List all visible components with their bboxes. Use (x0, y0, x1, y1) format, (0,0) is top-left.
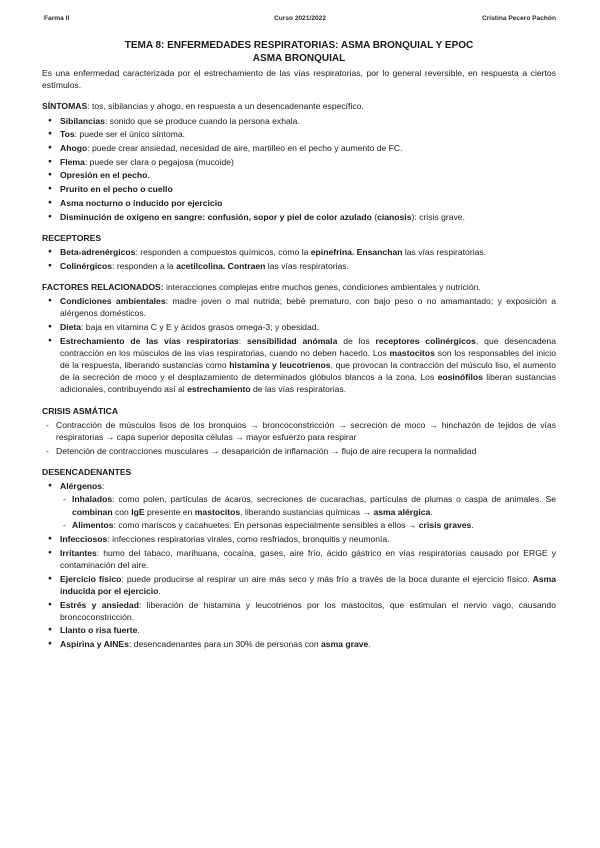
item-text: : madre joven o mal nutrida; bebé prematuro, con bajo peso o no amamantado; y exposición a alérgenos domésticos. (60, 296, 556, 319)
sintomas-list (42, 115, 556, 223)
list-item (42, 211, 556, 223)
crisis-heading: CRISIS ASMÁTICA (42, 405, 119, 416)
section-crisis (42, 405, 556, 457)
factores-desc: interacciones complejas entre muchos genes, condiciones ambientales y nutrición. (163, 281, 481, 292)
item-term: estrechamiento (187, 384, 251, 395)
item-term: Prurito en el pecho o cuello (60, 184, 173, 195)
factores-heading-line (42, 281, 556, 293)
item-text: ( (371, 211, 378, 222)
item-term: combinan (72, 506, 113, 517)
item-term: Irritantes (60, 547, 97, 558)
section-factores (42, 281, 556, 396)
item-term: mastocitos (194, 506, 241, 517)
item-text: , liberando sustancias químicas → (240, 506, 374, 517)
item-text: de los (337, 335, 376, 346)
item-term: Estrés y ansiedad (60, 599, 139, 610)
item-text: : desencadenantes para un 30% de personas con (128, 639, 322, 650)
list-item (42, 128, 556, 140)
factores-list (42, 295, 556, 396)
document-body (42, 40, 556, 652)
item-term: Disminución de oxígeno en sangre: (60, 211, 206, 222)
document-title (42, 40, 556, 65)
item-term: confusión, sopor y piel de color azulado (207, 211, 372, 222)
item-term: Flema (60, 156, 85, 167)
receptores-heading: RECEPTORES (42, 232, 102, 243)
item-text: : responden a la (112, 260, 177, 271)
item-text: liberan sustancias adicionales, contribuyendo así al (60, 372, 557, 395)
sintomas-heading: SÍNTOMAS (42, 101, 88, 112)
item-term: cianosis (377, 211, 412, 222)
list-item: ● Alérgenos: - Inhalados: como polen, partículas de ácaros, secreciones de cucarachas, partículas de plumas o caspa de animales. Se combinan con IgE presente en mastocitos, liberando sustancias químicas → asma alérgica. - Alimentos: como mariscos y cacahuetes. En personas especialmente sensibles a ellos → crisis graves. (42, 480, 556, 531)
item-text: : responden a compuestos químicos, como la (135, 246, 311, 257)
item-text: las vías respiratorias. (265, 260, 349, 271)
item-term: sensibilidad anómala (246, 335, 338, 346)
item-term: histamina y leucotrienos (229, 360, 331, 371)
item-term: Llanto o risa fuerte (60, 625, 138, 636)
item-text: : puede producirse al respirar un aire más seco y más frío a través de la boca durante el ejercicio físico. (121, 573, 533, 584)
item-text: : como polen, partículas de ácaros, secreciones de cucarachas, partículas de plumas o caspa de animales. Se (112, 494, 556, 505)
item-term: Dieta (60, 321, 82, 332)
item-term: Asma inducida por el ejercicio (60, 573, 556, 596)
item-term: Condiciones ambientales (60, 296, 166, 307)
item-text: : como mariscos y cacahuetes. En personas especialmente sensibles a ellos → (113, 520, 419, 531)
item-text: . (430, 506, 433, 517)
list-item: - Contracción de músculos lisos de los bronquios → broncoconstricción → secreción de moco → hinchazón de tejidos de vías respiratorias → capa superior deposita células → mayor esfuerzo para respirar (42, 419, 556, 443)
item-term: IgE (131, 506, 145, 517)
item-text: de las vías respiratorias. (250, 384, 347, 395)
list-item (42, 169, 556, 181)
list-item (42, 624, 556, 636)
item-text: : (238, 335, 247, 346)
item-text: presente en (144, 506, 195, 517)
section-receptores (42, 232, 556, 272)
item-term: receptores colinérgicos (375, 335, 476, 346)
desencadenantes-list (42, 480, 556, 650)
list-item (42, 573, 556, 597)
item-term: Tos (60, 129, 75, 140)
item-term: Asma nocturno o inducido por ejercicio (60, 197, 223, 208)
list-item (42, 547, 556, 571)
desencadenantes-heading: DESENCADENANTES (42, 466, 132, 477)
item-term: Sibilancias (60, 115, 105, 126)
alergenos-sublist (60, 493, 556, 531)
intro-paragraph: Es una enfermedad caracterizada por el estrechamiento de las vías respiratorias, por lo general reversible, en respuesta a ciertos estímulos. (42, 68, 556, 91)
item-text: son los responsables del inicio de la respuesta, liberando sustancias como (60, 347, 557, 371)
list-item (42, 183, 556, 195)
item-text: : puede ser el único síntoma. (74, 129, 185, 140)
item-term: mastocitos (389, 347, 435, 358)
list-item (42, 156, 556, 168)
item-text: . (158, 585, 161, 596)
item-text: ): crisis grave. (411, 211, 465, 222)
item-term: Aspirina y AINEs (60, 639, 129, 650)
item-term: epinefrina. Ensanchan (310, 246, 403, 257)
section-desencadenantes (42, 466, 556, 650)
item-text: . (368, 639, 371, 650)
item-text: : humo del tabaco, marihuana, cocaína, gases, aire frío, ácido gástrico en vías respiratorias causado por ERGE y contaminación del aire. (60, 547, 556, 570)
item-term: asma alérgica (373, 506, 431, 517)
list-item: - Detención de contracciones musculares → desaparición de inflamación → flujo de aire recupera la normalidad (42, 445, 556, 457)
list-item (42, 246, 556, 258)
item-text: : puede ser clara o pegajosa (mucoide) (84, 156, 234, 167)
item-term: Alérgenos (60, 481, 103, 492)
list-item (42, 321, 556, 333)
item-term: crisis graves (418, 520, 472, 531)
list-item (42, 142, 556, 154)
crisis-list (42, 419, 556, 457)
item-text: : sonido que se produce cuando la persona exhala. (104, 115, 300, 126)
header-course: Curso 2021/2022 (273, 15, 327, 22)
item-term: Alimentos (72, 520, 114, 531)
item-term: acetilcolina. Contraen (176, 260, 266, 271)
item-text: las vías respiratorias. (402, 246, 487, 257)
item-term: Infecciosos (60, 534, 108, 544)
item-term: eosinófilos (437, 372, 483, 383)
item-term: Colinérgicos (60, 260, 113, 271)
list-item (42, 599, 556, 623)
sintomas-heading-line (42, 100, 556, 112)
item-text: . (471, 520, 474, 531)
list-item (42, 197, 556, 209)
sublist-item (60, 493, 556, 517)
sintomas-desc: : tos, sibilancias y ahogo, en respuesta a un desencadenante específico. (87, 101, 364, 112)
title-line-2: ASMA BRONQUIAL (252, 52, 346, 64)
header-author: Cristina Pecero Pachón (481, 15, 556, 22)
sublist-item (60, 519, 556, 531)
list-item (42, 533, 556, 545)
item-text: : baja en vitamina C y E y ácidos grasos omega-3; y obesidad. (81, 321, 319, 332)
item-term: Ejercicio físico (60, 573, 122, 584)
item-term: Ahogo (60, 143, 88, 154)
item-text: , que desencadena contracción en los músculos de las vías respiratorias, cuando no deben hacerlo. Los (60, 335, 556, 358)
list-item (42, 335, 556, 396)
header-subject: Farma II (44, 15, 70, 22)
section-sintomas (42, 100, 556, 222)
item-term: asma grave (321, 639, 369, 650)
item-term: Opresión en el pecho (60, 170, 148, 181)
list-item (42, 638, 556, 650)
list-item (42, 295, 556, 319)
item-text: : puede crear ansiedad, necesidad de aire, martilleo en el pecho y aumento de FC. (87, 143, 403, 154)
item-text: . (137, 625, 140, 636)
item-text: . (147, 170, 150, 181)
title-line-1: TEMA 8: ENFERMEDADES RESPIRATORIAS: ASMA BRONQUIAL Y EPOC (124, 40, 474, 51)
list-item (42, 260, 556, 272)
factores-heading: FACTORES RELACIONADOS: (42, 281, 164, 292)
item-term: Inhalados (72, 494, 113, 505)
item-text: , que provocan la contracción del músculo liso, el aumento de la secreción de moco y el desplazamiento de determinados glóbulos blancos a la zona. Los (60, 360, 556, 383)
page-header (44, 14, 556, 26)
item-text: : liberación de histamina y leucotrienos por los mastocitos, que estimulan el nervio vago, causando broncoconstricción. (60, 599, 556, 622)
item-text: : infecciones respiratorias virales, como resfriados, bronquitis y neumonía. (107, 534, 390, 544)
item-term: Estrechamiento de las vías respiratorias (60, 335, 239, 346)
item-term: Beta-adrenérgicos (60, 246, 136, 257)
receptores-list (42, 246, 556, 272)
list-item (42, 115, 556, 127)
item-text: con (112, 506, 132, 517)
